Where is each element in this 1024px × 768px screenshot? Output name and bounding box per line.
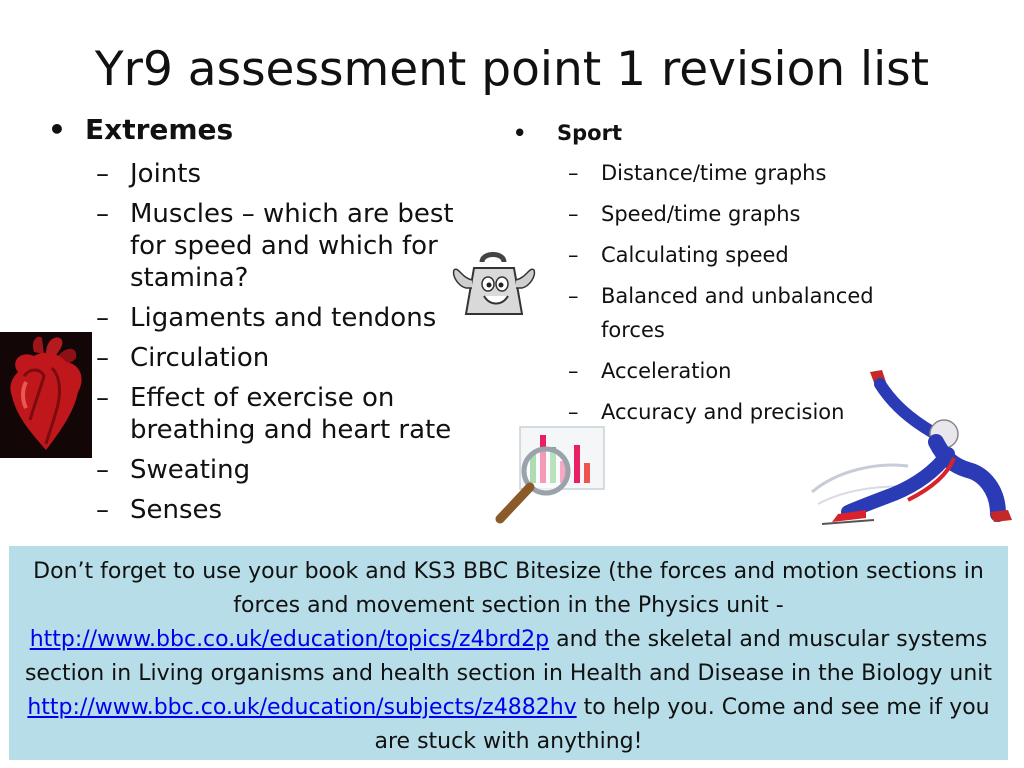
list-item xyxy=(513,238,901,272)
speed-skater-image xyxy=(808,366,1024,528)
dash-marker: – xyxy=(568,243,579,267)
list-item-text: Acceleration xyxy=(601,359,732,383)
list-item-text: Muscles – which are best for speed and which for stamina? xyxy=(130,199,454,293)
list-item xyxy=(48,198,490,294)
extremes-heading xyxy=(48,110,498,150)
list-item xyxy=(48,382,490,446)
list-item-text: Sweating xyxy=(130,455,251,485)
list-item xyxy=(48,342,490,374)
list-item-text: Effect of exercise on breathing and heart rate xyxy=(130,383,452,445)
list-item-text: Calculating speed xyxy=(601,243,789,267)
physics-bitesize-link[interactable]: http://www.bbc.co.uk/education/topics/z4brd2p xyxy=(29,627,550,652)
bullet-marker: • xyxy=(48,113,66,146)
list-item-text: Senses xyxy=(130,495,223,525)
dash-marker: – xyxy=(96,159,109,189)
dash-marker: – xyxy=(568,400,579,424)
slide-title: Yr9 assessment point 1 revision list xyxy=(94,42,930,97)
list-item xyxy=(48,454,490,486)
dash-marker: – xyxy=(568,359,579,383)
extremes-column xyxy=(48,110,498,526)
list-item-text: Circulation xyxy=(130,343,270,373)
dash-marker: – xyxy=(96,495,109,525)
dash-marker: – xyxy=(568,284,579,308)
kettlebell-image xyxy=(452,252,536,322)
revision-note-box xyxy=(9,546,1008,760)
sport-heading-text: Sport xyxy=(557,121,622,145)
speed-skater-icon xyxy=(808,366,1024,528)
dash-marker: – xyxy=(96,343,109,373)
list-item xyxy=(513,156,901,190)
list-item xyxy=(48,302,490,334)
list-item-text: Speed/time graphs xyxy=(601,202,801,226)
list-item xyxy=(48,158,490,190)
list-item xyxy=(48,494,490,526)
list-item-text: Ligaments and tendons xyxy=(130,303,437,333)
heart-icon xyxy=(0,332,92,458)
kettlebell-icon xyxy=(452,252,536,322)
extremes-list xyxy=(48,158,498,526)
list-item-text: Distance/time graphs xyxy=(601,161,827,185)
note-text: and the skeletal and muscular systems section in Living organisms and health section in Health and Disease in the Biology unit xyxy=(24,627,993,686)
bullet-marker: • xyxy=(513,121,527,145)
list-item-text: Accuracy and precision xyxy=(601,400,845,424)
dash-marker: – xyxy=(568,161,579,185)
dash-marker: – xyxy=(96,303,109,333)
heart-image xyxy=(0,332,92,458)
list-item xyxy=(513,279,901,347)
list-item-text: Joints xyxy=(130,159,202,189)
dash-marker: – xyxy=(96,455,109,485)
magnified-chart-image xyxy=(490,423,608,531)
sport-heading xyxy=(513,117,893,149)
dash-marker: – xyxy=(568,202,579,226)
list-item-text: Balanced and unbalanced forces xyxy=(601,284,874,342)
note-text: Don’t forget to use your book and KS3 BBC Bitesize (the forces and motion sections in forces and movement section in the Physics unit - xyxy=(33,559,984,618)
list-item xyxy=(513,197,901,231)
biology-bitesize-link[interactable]: http://www.bbc.co.uk/education/subjects/z4882hv xyxy=(27,695,577,720)
magnifying-glass-icon xyxy=(490,423,608,531)
extremes-heading-text: Extremes xyxy=(85,113,234,146)
dash-marker: – xyxy=(96,383,109,413)
note-text: to help you. Come and see me if you are stuck with anything! xyxy=(374,695,990,754)
dash-marker: – xyxy=(96,199,109,229)
